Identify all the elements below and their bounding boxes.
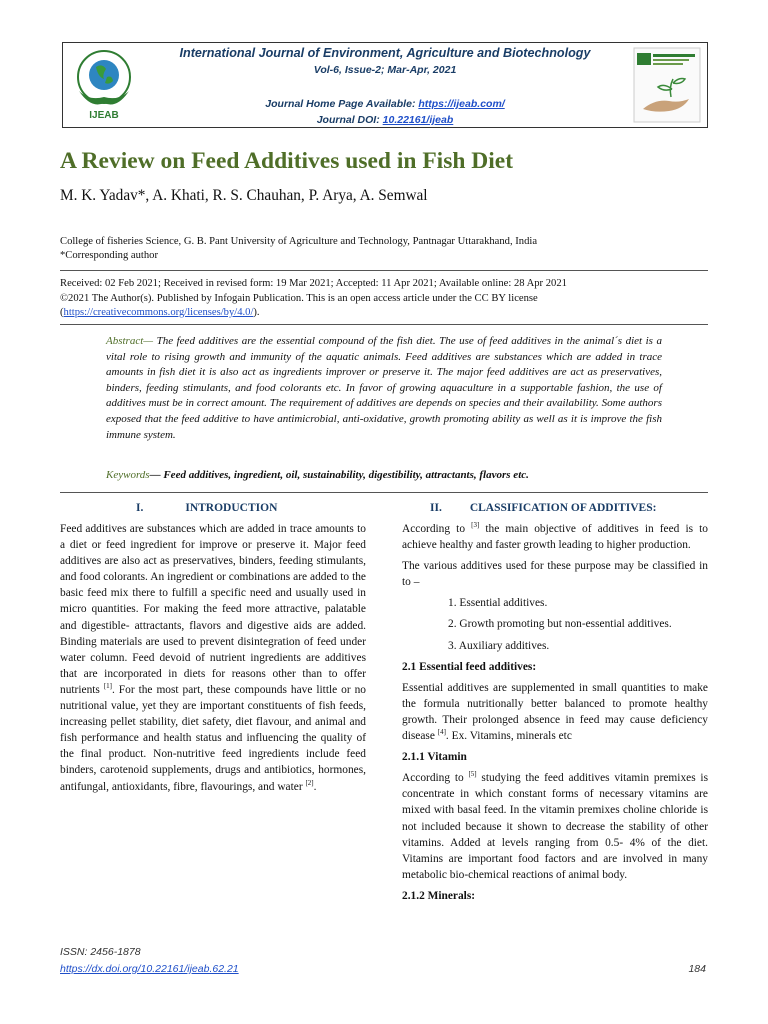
affiliation	[60, 235, 537, 263]
abstract-text: The feed additives are the essential compound of the fish diet. The use of feed additives in the animal´s diet is a vital role to rising growth and immunity of the aquatic animals. Feed additives are substances which are added in trace amounts in fish diet it is also act as ingredients improver or preserve it. The major feed additives are act as preservatives, binders, feeding stimulants, and food colorants etc. In favor of growing aquaculture in a supportable fashion, the use of additives must be in correct amount. The requirement of additives are depends on species and their availability. Some authors exposed that the feed additive to have antimicrobial, anti-oxidative, growth promoting ability as well as it is improve the fish immune system.	[106, 335, 662, 441]
journal-title: International Journal of Environment, Agriculture and Biotechnology	[179, 46, 591, 60]
divider-body	[60, 492, 708, 493]
section-heading-intro: I. INTRODUCTION	[136, 502, 278, 514]
abstract	[106, 334, 662, 443]
svg-text:IJEAB: IJEAB	[89, 110, 119, 121]
article-dates	[60, 277, 710, 321]
corresponding-author: *Corresponding author	[60, 250, 158, 261]
classification-column	[402, 521, 708, 909]
subheading-essential: 2.1 Essential feed additives:	[402, 660, 537, 673]
subheading-minerals: 2.1.2 Minerals:	[402, 889, 476, 902]
article-authors: M. K. Yadav*, A. Khati, R. S. Chauhan, P. Arya, A. Semwal	[60, 187, 428, 204]
keywords-label: Keywords	[106, 469, 150, 481]
classification-paragraph-1: According to [3] the main objective of additives in feed is to achieve healthy and faster growth leading to higher production.	[402, 521, 708, 552]
article-title: A Review on Feed Additives used in Fish Diet	[60, 148, 514, 174]
intro-paragraph: Feed additives are substances which are added in trace amounts to a diet or feed ingredient for improve or preserve it. Major feed additives are also act as preservatives, binders, feeding stimulants, and food colorants. An ingredient or combinations are added to the basic feed mix there to fulfill a specific need and usually used in micro quantities. For making the feed more attractive, palatable and digestible- attractants, flavors and digestive aids are added. Binding materials are used to prevent disintegration of feed under water column. Feed devoid of nutrient ingredients are additives that are incorporated in diets for reasons other than to offer nutrients [1]. For the most part, these compounds have little or no nutritional value, yet they are important constituents of fish feeds, increasing pellet stability, diet safety, diet flavour, and animal and fish performance and health status and influencing the quality of the final product. Non-nutritive feed ingredients include feed binders, carotenoid supplements, drugs and antibiotics, hormones, antifungal, antioxidants, fibre, flavourings, and water [2].	[60, 523, 366, 793]
license-link-line: (https://creativecommons.org/licenses/by/4.0/).	[60, 307, 260, 318]
divider-bottom	[60, 324, 708, 325]
keywords	[106, 469, 529, 481]
abstract-label: Abstract—	[106, 335, 154, 347]
intro-column	[60, 521, 366, 800]
license-link[interactable]: https://creativecommons.org/licenses/by/4.0/	[63, 307, 254, 318]
journal-issue: Vol-6, Issue-2; Mar-Apr, 2021	[313, 64, 457, 76]
journal-header	[62, 42, 708, 128]
journal-doi-link[interactable]: 10.22161/ijeab	[382, 114, 454, 126]
list-item: 2. Growth promoting but non-essential additives.	[448, 618, 672, 631]
journal-doi: Journal DOI: 10.22161/ijeab	[316, 114, 454, 126]
page-number: 184	[688, 963, 706, 975]
journal-homepage: Journal Home Page Available: https://ijeab.com/	[265, 98, 505, 110]
subheading-vitamin: 2.1.1 Vitamin	[402, 751, 467, 764]
homepage-link[interactable]: https://ijeab.com/	[418, 98, 505, 110]
footer-doi-link[interactable]: https://dx.doi.org/10.22161/ijeab.62.21	[60, 963, 239, 975]
list-item: 3. Auxiliary additives.	[448, 639, 550, 652]
divider-top	[60, 270, 708, 271]
vitamin-paragraph: According to [5] studying the feed additives vitamin premixes is concentrate in which constant forms of necessary vitamins are mixed with basal feed. In the vitamin premixes choline chloride is not included because it shown to decrease the stability of other vitamins. Added at levels ranging from 0.5- 4% of the diet. Vitamins are important food factors and are involved in many metabolic bio-chemical reactions of animal body.	[402, 770, 708, 881]
classification-paragraph-2: The various additives used for these purpose may be classified in to –	[402, 560, 708, 589]
affiliation-text: College of fisheries Science, G. B. Pant University of Agriculture and Technology, Pantnagar Uttarakhand, India	[60, 236, 538, 247]
license-text: ©2021 The Author(s). Published by Infogain Publication. This is an open access article under the CC BY license	[60, 292, 538, 304]
list-item: 1. Essential additives.	[448, 597, 548, 610]
received-dates: Received: 02 Feb 2021; Received in revised form: 19 Mar 2021; Accepted: 11 Apr 2021; Available online: 28 Apr 2021	[60, 278, 567, 289]
keywords-text: — Feed additives, ingredient, oil, sustainability, digestibility, attractants, flavors etc.	[149, 469, 529, 481]
section-heading-classification: II. CLASSIFICATION OF ADDITIVES:	[430, 502, 657, 514]
footer-issn: ISSN: 2456-1878	[60, 946, 141, 958]
essential-paragraph: Essential additives are supplemented in small quantities to make the formula nutritionally better balanced to promote healthy growth. Their prolonged absence in feed may cause deficiency disease [4]. Ex. Vitamins, minerals etc	[402, 681, 708, 743]
cover-thumbnail	[633, 47, 701, 123]
